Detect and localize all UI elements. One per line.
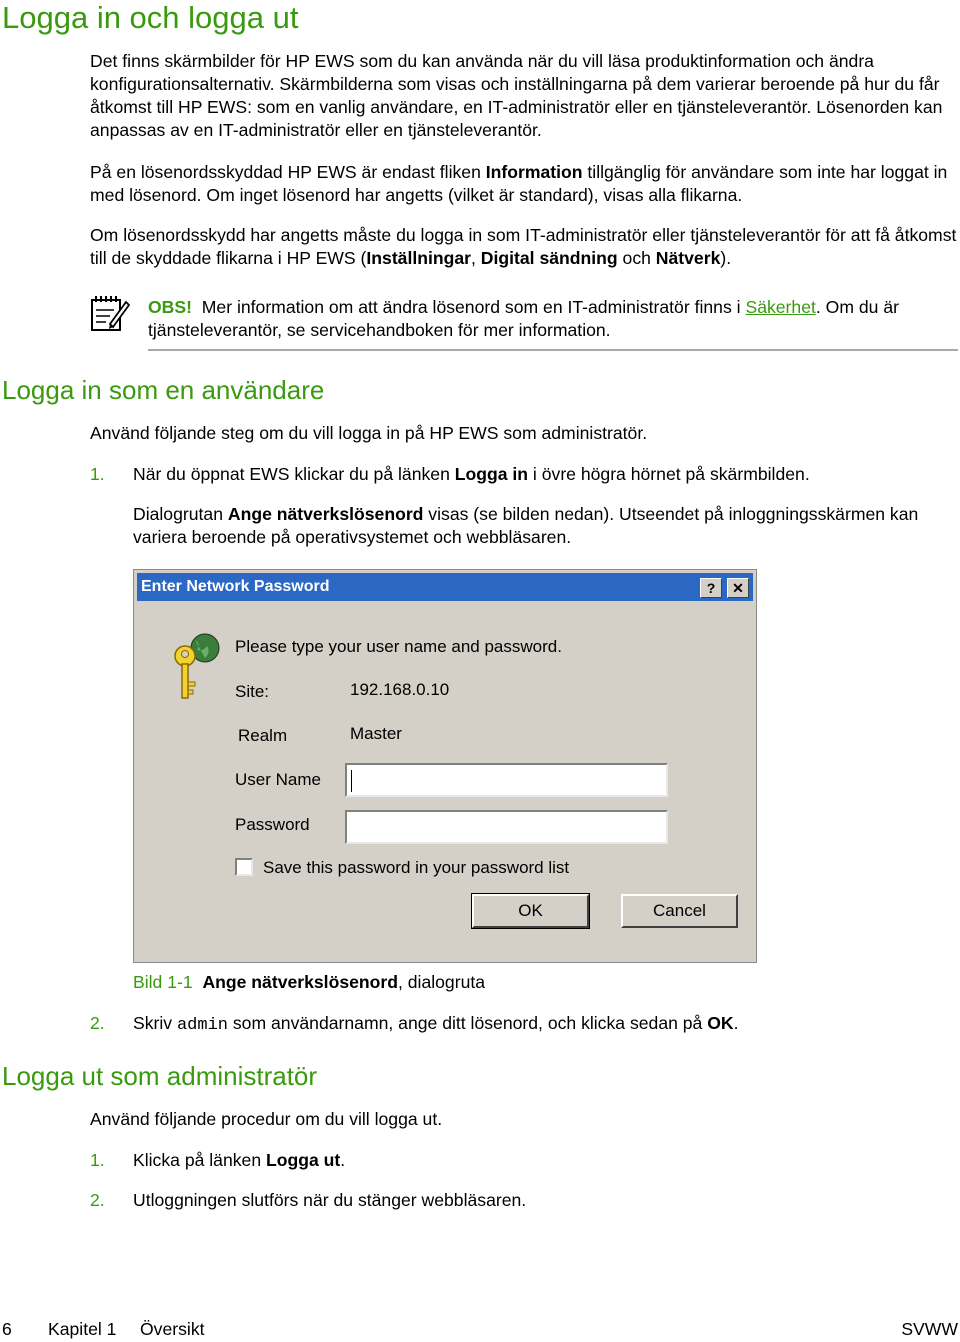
page-title: Logga in och logga ut — [2, 0, 299, 35]
note-divider — [148, 349, 958, 351]
username-input[interactable] — [345, 763, 668, 797]
step-number: 2. — [90, 1013, 105, 1033]
footer-page-number: 6 — [2, 1319, 12, 1339]
section-heading-login: Logga in som en användare — [2, 375, 325, 405]
step-number: 1. — [90, 1150, 105, 1170]
figure-caption: Bild 1-1 Ange nätverkslösenord, dialogruta — [133, 972, 486, 992]
login-step-1: När du öppnat EWS klickar du på länken Logga in i övre högra hörnet på skärmbilden. — [133, 464, 810, 484]
key-globe-icon — [171, 632, 221, 704]
dialog-title: Enter Network Password — [141, 578, 330, 595]
footer-chapter-title: Översikt — [140, 1319, 205, 1339]
username-label: User Name — [235, 770, 321, 789]
logout-step-2: Utloggningen slutförs när du stänger webbläsaren. — [133, 1190, 527, 1210]
link-security[interactable]: Säkerhet — [745, 297, 816, 317]
save-password-checkbox[interactable] — [235, 858, 253, 876]
dialog-title-bar — [137, 573, 753, 601]
login-step-2: Skriv admin som användarnamn, ange ditt lösenord, och klicka sedan på OK. — [133, 1013, 739, 1035]
help-button[interactable]: ? — [700, 578, 722, 598]
cancel-button[interactable]: Cancel — [621, 894, 738, 928]
section-heading-logout: Logga ut som administratör — [2, 1061, 318, 1091]
note-icon — [90, 292, 130, 332]
note-text: OBS! Mer information om att ändra lösenord som en IT-administratör finns i Säkerhet. Om du är tjänsteleverantör, se servicehandboken för mer information. — [148, 297, 899, 340]
save-password-label: Save this password in your password list — [263, 858, 570, 877]
realm-value: Master — [350, 724, 402, 743]
password-dialog — [133, 569, 757, 963]
step-number: 1. — [90, 464, 105, 484]
site-value: 192.168.0.10 — [350, 680, 450, 699]
close-button[interactable]: ✕ — [727, 578, 749, 598]
login-intro: Använd följande steg om du vill logga in på HP EWS som administratör. — [90, 423, 648, 443]
password-input[interactable] — [345, 810, 668, 844]
realm-label: Realm — [238, 726, 288, 745]
login-step-1-detail: Dialogrutan Ange nätverkslösenord visas (se bilden nedan). Utseendet på inloggningsskärmen kan variera beroende på operativsystemet och webbläsaren. — [133, 504, 919, 547]
step-number: 2. — [90, 1190, 105, 1210]
password-label: Password — [235, 815, 310, 834]
logout-intro: Använd följande procedur om du vill logga ut. — [90, 1109, 443, 1129]
intro-paragraph: Det finns skärmbilder för HP EWS som du kan använda när du vill läsa produktinformation och ändra konfigurationsalternativ. Skärmbilderna som visas och inställningarna på dem varierar beroende på hur du får åtkomst till HP EWS: som en vanlig användare, en IT-administratör eller en tjänsteleverantör. Lösenorden kan anpassas av en IT-administratör eller en tjänsteleverantör. — [90, 51, 943, 140]
intro-paragraph-tabs: På en lösenordsskyddad HP EWS är endast fliken Information tillgänglig för användare som inte har loggat in med lösenord. Om inget lösenord har angetts (vilket är standard), visas alla flikarna. — [90, 162, 948, 205]
ok-button[interactable]: OK — [472, 894, 589, 928]
intro-paragraph-protection: Om lösenordsskydd har angetts måste du logga in som IT-administratör eller tjänsteleverantör för att få åtkomst till de skyddade flikarna i HP EWS (Inställningar, Digital sändning och Nätverk). — [90, 225, 957, 268]
text-cursor — [351, 770, 352, 792]
logout-step-1: Klicka på länken Logga ut. — [133, 1150, 346, 1170]
footer-doc-code: SVWW — [901, 1319, 958, 1339]
dialog-prompt: Please type your user name and password. — [235, 637, 562, 656]
footer-chapter: Kapitel 1 — [48, 1319, 117, 1339]
site-label: Site: — [235, 682, 270, 701]
